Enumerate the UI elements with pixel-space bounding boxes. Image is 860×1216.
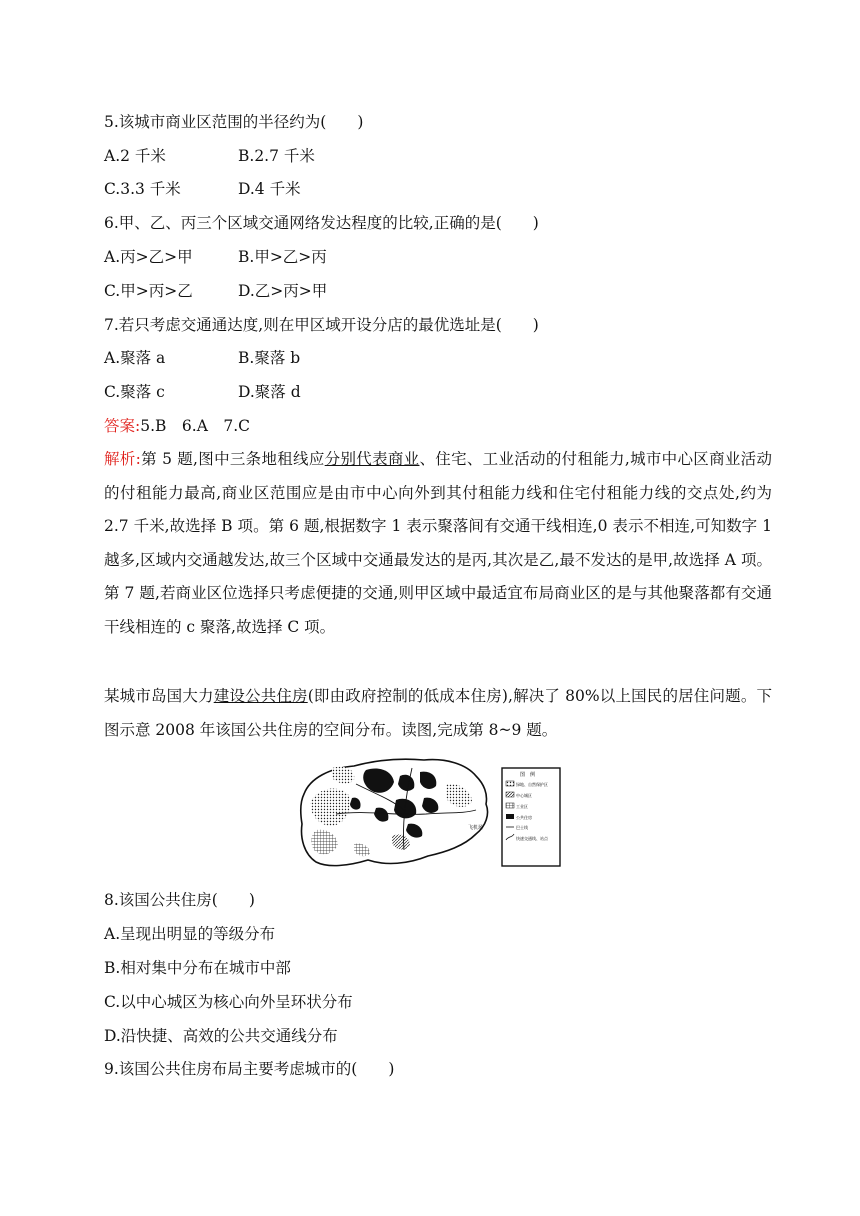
answer-line bbox=[104, 416, 250, 436]
answer-label: 答案: bbox=[104, 417, 141, 435]
legend-housing: 公共住房 bbox=[516, 815, 532, 820]
q5-stem: 5.该城市商业区范围的半径约为( ) bbox=[104, 113, 364, 131]
legend-central: 中心城区 bbox=[516, 793, 532, 798]
map-legend bbox=[502, 768, 560, 866]
legend-industrial: 工业区 bbox=[516, 804, 528, 809]
q6-options-row2 bbox=[104, 281, 328, 301]
q5-options-row2 bbox=[104, 179, 301, 199]
legend-green: 绿地、自然保护区 bbox=[516, 782, 548, 787]
q6-options-row1 bbox=[104, 247, 327, 267]
q8-stem: 8.该国公共住房( ) bbox=[104, 891, 255, 909]
q8-option-d: D.沿快捷、高效的公共交通线分布 bbox=[104, 1027, 338, 1045]
q6-option-c: C.甲>丙>乙 bbox=[104, 282, 193, 300]
q7-options-row2 bbox=[104, 382, 301, 402]
intro-paragraph bbox=[104, 680, 772, 747]
intro-text-1: 某城市岛国大力 bbox=[104, 687, 214, 705]
q8-option-a: A.呈现出明显的等级分布 bbox=[104, 925, 276, 943]
q9-stem: 9.该国公共住房布局主要考虑城市的( ) bbox=[104, 1060, 395, 1078]
q6-option-a: A.丙>乙>甲 bbox=[104, 248, 193, 266]
q5-option-a: A.2 千米 bbox=[104, 147, 166, 165]
airport-label: 飞机场 bbox=[468, 825, 484, 831]
q5-option-b: B.2.7 千米 bbox=[238, 147, 315, 165]
q7-option-c: C.聚落 c bbox=[104, 383, 165, 401]
explanation-text-2: 、住宅、工业活动的付租能力,城市中心区商业活动的付租能力最高,商业区范围应是由市中心向外到其付租能力线和住宅付租能力线的交点处,约为 2.7 千米,故选择 B 项。第 6 题,根据数字 1 表示聚落间有交通干线相连,0 表示不相连,可知数字 1 越多,区域内交通越发达,故三个区域中交通最发达的是丙,其次是乙,最不发达的是甲,故选择 A 项。第 7 题,若商业区位选择只考虑便捷的交通,则甲区域中最适宜布局商业区的是与其他聚落都有交通干线相连的 c 聚落,故选择 C 项。 bbox=[104, 450, 772, 636]
explanation-paragraph bbox=[104, 443, 772, 644]
q7-option-b: B.聚落 b bbox=[238, 349, 301, 367]
q5-option-c: C.3.3 千米 bbox=[104, 180, 181, 198]
intro-text-2: (即由政府控制的低成本住房),解决了 80%以上国民的居住问题。下图示意 2008 年该国公共住房的空间分布。读图,完成第 8~9 题。 bbox=[104, 687, 772, 739]
q7-option-a: A.聚落 a bbox=[104, 349, 166, 367]
legend-bus: 巴士线 bbox=[516, 825, 528, 830]
q8-option-b: B.相对集中分布在城市中部 bbox=[104, 959, 291, 977]
legend-title: 图 例 bbox=[520, 772, 536, 778]
legend-rapid-transit: 快速交通线、站点 bbox=[516, 836, 548, 841]
q7-option-d: D.聚落 d bbox=[238, 383, 301, 401]
q8-option-c: C.以中心城区为核心向外呈环状分布 bbox=[104, 993, 353, 1011]
q5-option-d: D.4 千米 bbox=[238, 180, 301, 198]
intro-underlined: 建设公共住房 bbox=[213, 687, 308, 705]
explanation-text-1: 第 5 题,图中三条地租线应 bbox=[140, 450, 325, 468]
explanation-label: 解析: bbox=[104, 450, 141, 468]
q6-stem: 6.甲、乙、丙三个区域交通网络发达程度的比较,正确的是( ) bbox=[104, 214, 539, 232]
q7-options-row1 bbox=[104, 348, 301, 368]
explanation-underlined: 分别代表商业 bbox=[324, 450, 420, 468]
answer-text: 5.B 6.A 7.C bbox=[140, 417, 251, 435]
q5-options-row1 bbox=[104, 146, 315, 166]
q7-stem: 7.若只考虑交通通达度,则在甲区域开设分店的最优选址是( ) bbox=[104, 316, 539, 334]
public-housing-map bbox=[296, 754, 566, 876]
q6-option-d: D.乙>丙>甲 bbox=[238, 282, 328, 300]
q6-option-b: B.甲>乙>丙 bbox=[238, 248, 327, 266]
